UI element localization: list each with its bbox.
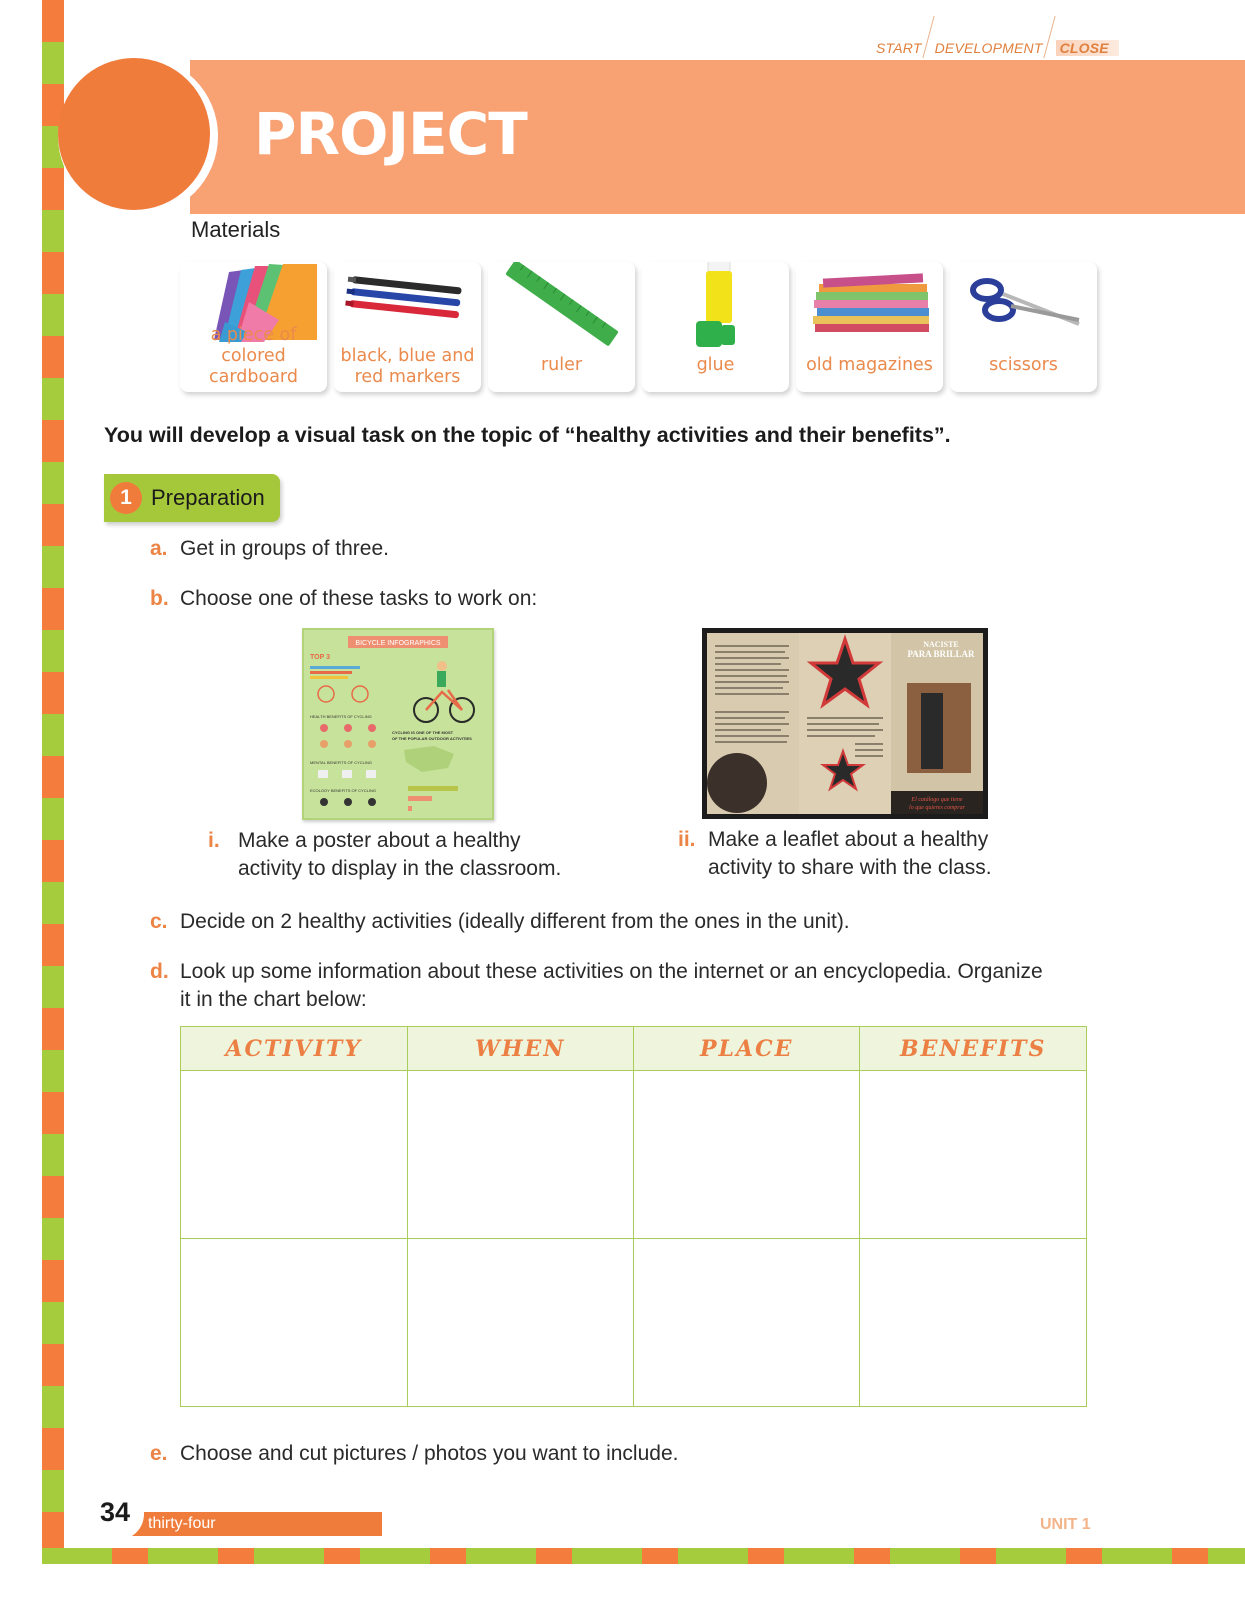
lesson-stage-nav — [876, 34, 1119, 56]
svg-text:PARA BRILLAR: PARA BRILLAR — [907, 649, 975, 659]
task-option-leaflet — [678, 826, 992, 882]
project-intro: You will develop a visual task on the topic of “healthy activities and their benefits”. — [104, 423, 951, 447]
step-text: Decide on 2 healthy activities (ideally different from the ones in the unit). — [180, 910, 850, 933]
chart-cell[interactable] — [181, 1239, 408, 1407]
material-label: old magazines — [806, 355, 933, 375]
svg-text:ECOLOGY BENEFITS OF CYCLING: ECOLOGY BENEFITS OF CYCLING — [310, 788, 376, 793]
poster-example-image — [302, 628, 494, 820]
svg-text:HEALTH BENEFITS OF CYCLING: HEALTH BENEFITS OF CYCLING — [310, 714, 372, 719]
nav-separator — [1043, 16, 1055, 58]
chart-row — [181, 1071, 1087, 1239]
step-letter: a. — [150, 537, 168, 560]
material-card-magazines — [796, 262, 943, 392]
activity-chart — [180, 1026, 1087, 1407]
chart-cell[interactable] — [407, 1239, 633, 1407]
task-text-line1: Make a leaflet about a healthy — [708, 828, 989, 851]
left-border-stripe — [42, 0, 64, 1560]
material-card-glue — [642, 262, 789, 392]
material-label: glue — [696, 355, 735, 375]
section-title: Preparation — [151, 485, 265, 510]
material-label: black, blue and red markers — [340, 346, 475, 387]
page-number-words: thirty-four — [148, 1515, 216, 1532]
step-c — [150, 908, 850, 936]
chart-header-activity: ACTIVITY — [181, 1027, 408, 1071]
step-e — [150, 1440, 678, 1468]
chart-cell[interactable] — [860, 1239, 1087, 1407]
material-label: ruler — [540, 355, 583, 375]
task-text-line2: activity to share with the class. — [708, 856, 992, 879]
material-card-cardboard — [180, 262, 327, 392]
step-text: Get in groups of three. — [180, 537, 389, 560]
chart-cell[interactable] — [633, 1071, 859, 1239]
svg-text:NACISTE: NACISTE — [923, 640, 959, 649]
svg-text:El catálogo que tiene: El catálogo que tiene — [911, 797, 963, 803]
nav-start: START — [876, 40, 922, 56]
step-letter: c. — [150, 910, 168, 933]
material-card-scissors — [950, 262, 1097, 392]
step-text-line1: Look up some information about these activities on the internet or an encyclopedia. Organize — [180, 960, 1043, 983]
chart-row — [181, 1239, 1087, 1407]
step-text-line2: it in the chart below: — [180, 988, 367, 1011]
materials-heading: Materials — [191, 217, 281, 242]
step-a — [150, 535, 389, 563]
step-text: Choose and cut pictures / photos you want to include. — [180, 1442, 679, 1465]
task-option-poster — [208, 827, 561, 883]
page-number: 34 — [100, 1497, 131, 1527]
task-numeral: i. — [208, 829, 220, 852]
page-title: PROJECT — [254, 100, 527, 168]
chart-cell[interactable] — [860, 1071, 1087, 1239]
nav-close: CLOSE — [1056, 40, 1119, 56]
chart-header-row — [181, 1027, 1087, 1071]
ruler-icon — [488, 262, 635, 344]
scissors-icon — [950, 262, 1097, 344]
chart-cell[interactable] — [633, 1239, 859, 1407]
unit-label: UNIT 1 — [1040, 1516, 1091, 1533]
svg-text:BICYCLE INFOGRAPHICS: BICYCLE INFOGRAPHICS — [355, 640, 441, 647]
step-letter: d. — [150, 960, 169, 983]
leaflet-example-image — [702, 628, 988, 819]
svg-text:CYCLING IS ONE OF THE MOST: CYCLING IS ONE OF THE MOST — [392, 730, 454, 735]
nav-development: DEVELOPMENT — [934, 40, 1043, 56]
chart-cell[interactable] — [407, 1071, 633, 1239]
step-b — [150, 585, 537, 613]
chart-header-place: PLACE — [633, 1027, 859, 1071]
materials-list — [180, 262, 1097, 392]
material-card-ruler — [488, 262, 635, 392]
bottom-border-stripe — [42, 1548, 1245, 1564]
svg-text:MENTAL BENEFITS OF CYCLING: MENTAL BENEFITS OF CYCLING — [310, 760, 373, 765]
step-letter: e. — [150, 1442, 168, 1465]
banner-circle — [58, 58, 210, 210]
svg-text:lo que quieres comprar: lo que quieres comprar — [909, 805, 965, 811]
material-card-markers — [334, 262, 481, 392]
material-label: a piece of colored cardboard — [209, 325, 298, 387]
chart-header-benefits: BENEFITS — [860, 1027, 1087, 1071]
step-text: Choose one of these tasks to work on: — [180, 587, 538, 610]
material-label: scissors — [989, 355, 1058, 375]
svg-text:OF THE POPULAR OUTDOOR ACTIVIT: OF THE POPULAR OUTDOOR ACTIVITIES — [392, 736, 472, 741]
chart-header-when: WHEN — [407, 1027, 633, 1071]
section-number-badge: 1 — [110, 482, 142, 514]
markers-icon — [334, 262, 481, 344]
nav-separator — [922, 16, 934, 58]
task-text-line2: activity to display in the classroom. — [238, 857, 562, 880]
magazines-icon — [796, 262, 943, 344]
step-letter: b. — [150, 587, 169, 610]
step-d — [150, 958, 1043, 1014]
svg-text:TOP 3: TOP 3 — [310, 654, 330, 661]
task-numeral: ii. — [678, 828, 696, 851]
glue-stick-icon — [642, 262, 789, 344]
chart-cell[interactable] — [181, 1071, 408, 1239]
task-text-line1: Make a poster about a healthy — [238, 829, 521, 852]
